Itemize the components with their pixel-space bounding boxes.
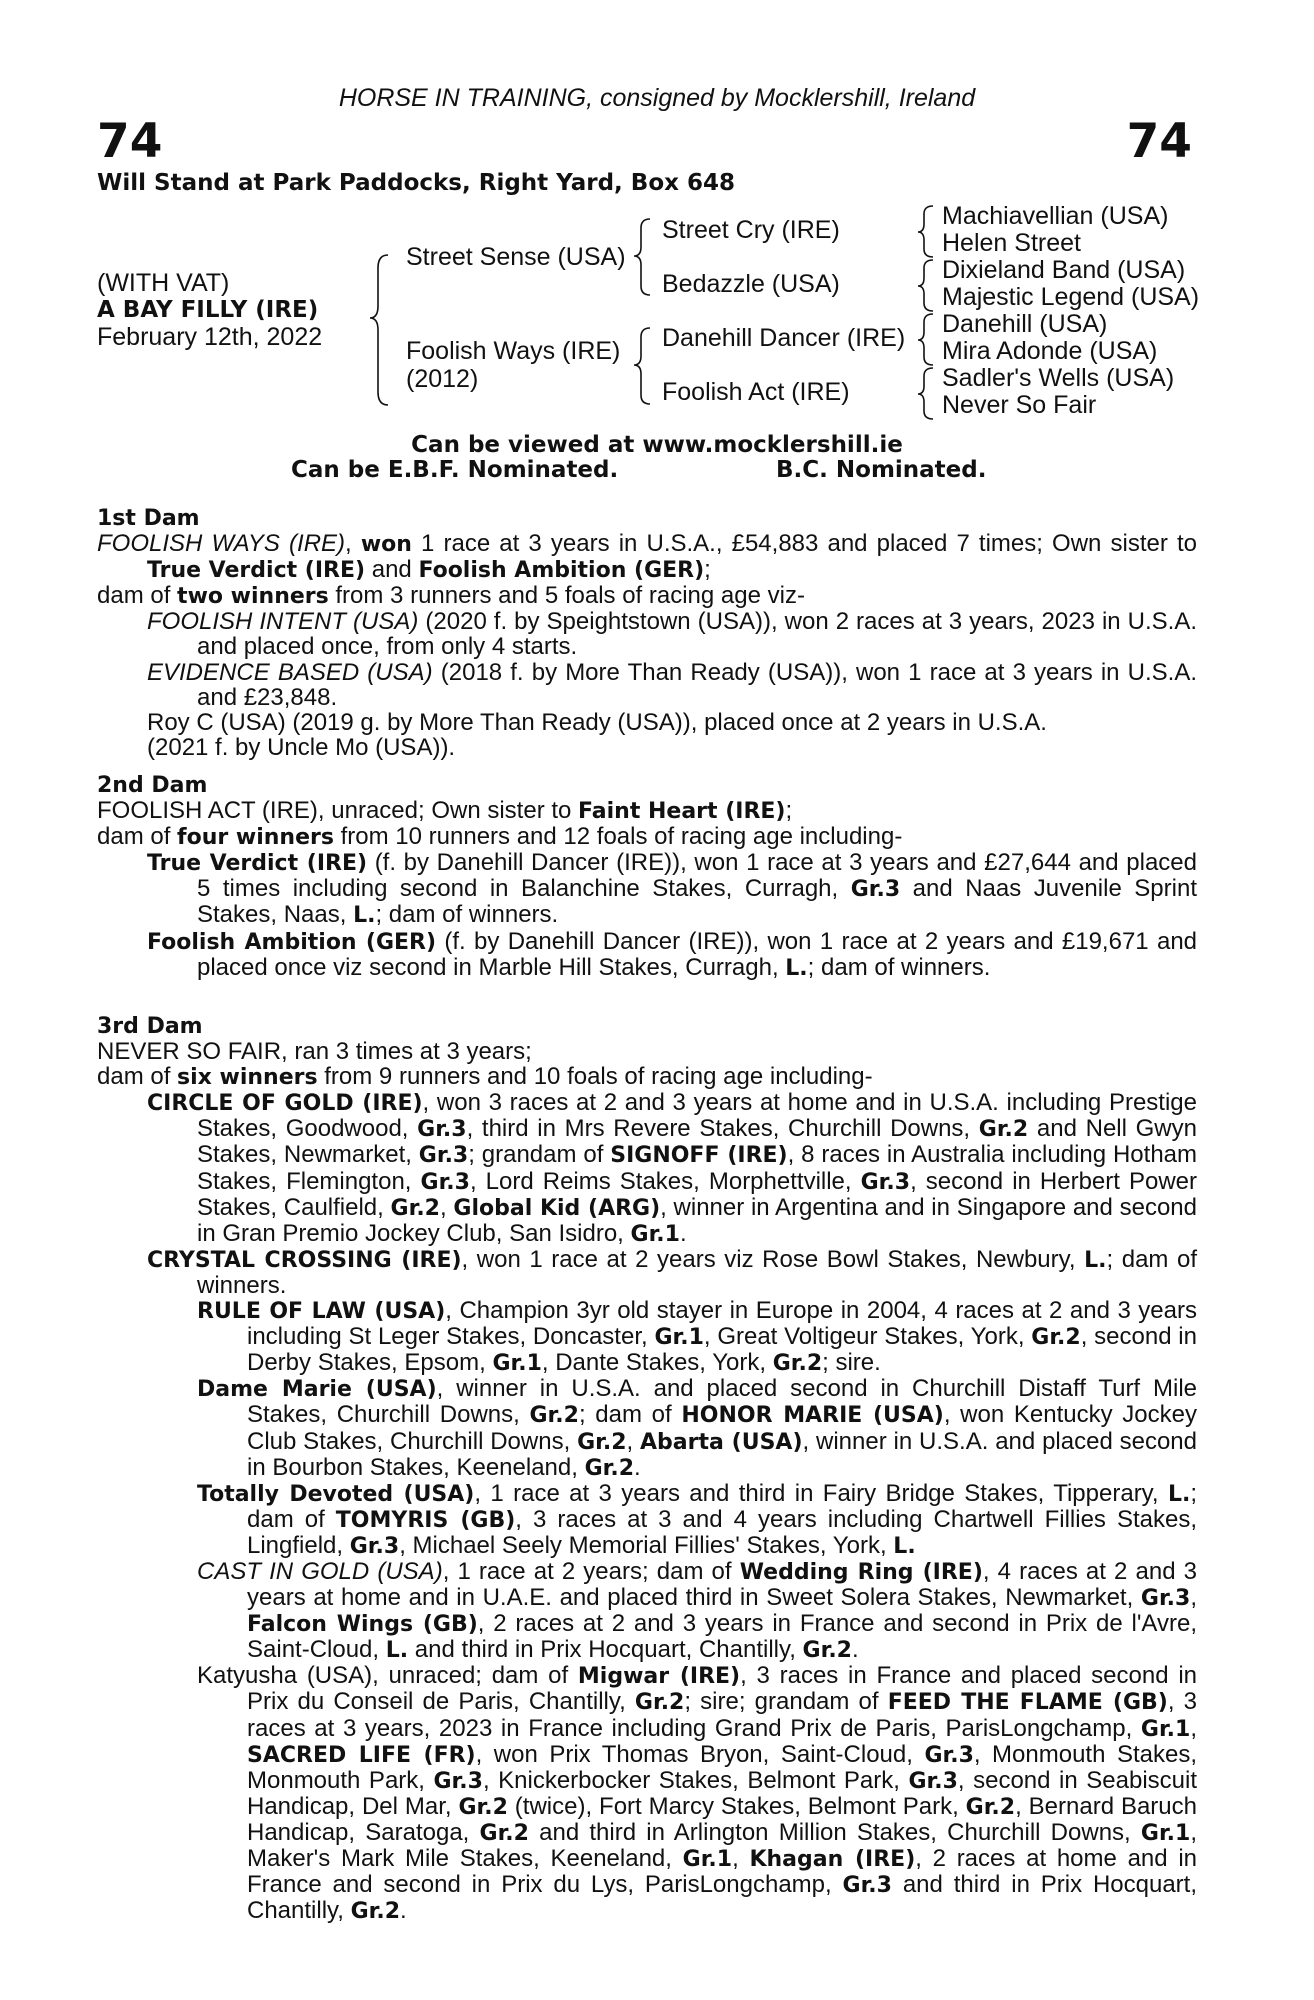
first-dam-section — [97, 506, 1197, 760]
section-heading: 3rd Dam — [97, 1014, 203, 1039]
viewing-note: Can be viewed at www.mocklershill.ie — [411, 432, 903, 458]
gen4-ancestor: Never So Fair — [942, 391, 1097, 419]
gen4-ancestor: Dixieland Band (USA) — [942, 256, 1186, 284]
sibling-name: True Verdict (IRE) — [147, 558, 366, 584]
grandproduce-entry: CAST IN GOLD (USA), 1 race at 2 years; dam of Wedding Ring (IRE), 4 races at 2 and 3 years at home and in U.A.E. and placed third in Sweet Solera Stakes, Newmarket, Gr.3, Falcon Wings (GB), 2 races at 2 and 3 years in France and second in Prix de l'Avre, Saint-Cloud, L. and third in Prix Hocquart, Chantilly, Gr.2. — [197, 1557, 1198, 1664]
produce-summary: dam of four winners from 10 runners and 12 foals of racing age including- — [97, 823, 903, 851]
bc-note: B.C. Nominated. — [776, 457, 987, 483]
produce-entry: True Verdict (IRE) (f. by Danehill Dancer (IRE)), won 1 race at 3 years and £27,644 and placed 5 times including second in Balanchine Stakes, Curragh, Gr.3 and Naas Juvenile Sprint Stakes, Naas, L.; dam of winners. — [147, 849, 1198, 929]
section-heading: 1st Dam — [97, 506, 200, 531]
sire-dam: Bedazzle (USA) — [662, 270, 840, 298]
sire-sire: Street Cry (IRE) — [662, 216, 840, 244]
dam-sire: Danehill Dancer (IRE) — [662, 324, 906, 352]
dam-foaled-year: (2012) — [406, 365, 479, 393]
catalogue-header: HORSE IN TRAINING, consigned by Mocklershill, Ireland — [338, 84, 976, 112]
horse-name: A BAY FILLY (IRE) — [97, 297, 319, 323]
gen4-ancestor: Helen Street — [942, 229, 1081, 257]
third-dam-section — [97, 1014, 1197, 1924]
gen4-ancestor: Danehill (USA) — [942, 310, 1108, 338]
gen4-ancestor: Mira Adonde (USA) — [942, 337, 1158, 365]
grandproduce-entry: Dame Marie (USA), winner in U.S.A. and placed second in Churchill Distaff Turf Mile Stakes, Churchill Downs, Gr.2; dam of HONOR MARIE (USA), won Kentucky Jockey Club Stakes, Churchill Downs, Gr.2, Abarta (USA), winner in U.S.A. and placed second in Bourbon Stakes, Keeneland, Gr.2. — [197, 1375, 1198, 1481]
dam-record: FOOLISH WAYS (IRE), won 1 race at 3 years in U.S.A., £54,883 and placed 7 times; Own sister to True Verdict (IRE) and Foolish Ambition (GER); — [97, 530, 1197, 584]
lot-number-left: 74 — [97, 114, 163, 169]
ebf-note: Can be E.B.F. Nominated. — [291, 457, 619, 483]
grandproduce-entry: Katyusha (USA), unraced; dam of Migwar (IRE), 3 races in France and placed second in Prix du Conseil de Paris, Chantilly, Gr.2; sire; grandam of FEED THE FLAME (GB), 3 races at 3 years, 2023 in France including Grand Prix de Paris, ParisLongchamp, Gr.1, SACRED LIFE (FR), won Prix Thomas Bryon, Saint-Cloud, Gr.3, Monmouth Stakes, Monmouth Park, Gr.3, Knickerbocker Stakes, Belmont Park, Gr.3, second in Seabiscuit Handicap, Del Mar, Gr.2 (twice), Fort Marcy Stakes, Belmont Park, Gr.2, Bernard Baruch Handicap, Saratoga, Gr.2 and third in Arlington Million Stakes, Churchill Downs, Gr.1, Maker's Mark Mile Stakes, Keeneland, Gr.1, Khagan (IRE), 2 races at home and in France and second in Prix du Lys, ParisLongchamp, Gr.3 and third in Prix Hocquart, Chantilly, Gr.2. — [197, 1662, 1198, 1925]
produce-summary: dam of six winners from 9 runners and 10 foals of racing age including- — [97, 1063, 873, 1091]
section-heading: 2nd Dam — [97, 773, 208, 798]
sire: Street Sense (USA) — [406, 243, 626, 271]
produce-entry: FOOLISH INTENT (USA) (2020 f. by Speightstown (USA)), won 2 races at 3 years, 2023 in U.S.A. and placed once, from only 4 starts. — [147, 608, 1197, 661]
foaling-date: February 12th, 2022 — [97, 323, 323, 351]
lot-number-right: 74 — [1126, 114, 1192, 169]
won-label: won — [360, 532, 412, 558]
produce-entry: (2021 f. by Uncle Mo (USA)). — [147, 733, 456, 761]
produce-entry: EVIDENCE BASED (USA) (2018 f. by More Than Ready (USA)), won 1 race at 3 years in U.S.A. and £23,848. — [147, 658, 1197, 711]
produce-entry: Roy C (USA) (2019 g. by More Than Ready (USA)), placed once at 2 years in U.S.A. — [147, 708, 1047, 736]
vat-note: (WITH VAT) — [97, 269, 230, 297]
gen4-ancestor: Machiavellian (USA) — [942, 202, 1169, 230]
dam-name: FOOLISH WAYS (IRE) — [97, 530, 346, 558]
grandproduce-entry: RULE OF LAW (USA), Champion 3yr old stayer in Europe in 2004, 4 races at 2 and 3 years including St Leger Stakes, Doncaster, Gr.1, Great Voltigeur Stakes, York, Gr.2, second in Derby Stakes, Epsom, Gr.1, Dante Stakes, York, Gr.2; sire. — [197, 1297, 1197, 1377]
produce-entry: CRYSTAL CROSSING (IRE), won 1 race at 2 years viz Rose Bowl Stakes, Newbury, L.; dam of winners. — [147, 1245, 1197, 1299]
sibling-name: Foolish Ambition (GER) — [418, 558, 705, 584]
gen4-ancestor: Majestic Legend (USA) — [942, 283, 1200, 311]
dam-record: FOOLISH ACT (IRE), unraced; Own sister to Faint Heart (IRE); — [97, 797, 793, 825]
dam-dam: Foolish Act (IRE) — [662, 378, 850, 406]
stand-location: Will Stand at Park Paddocks, Right Yard, Box 648 — [97, 170, 735, 196]
produce-summary: dam of two winners from 3 runners and 5 foals of racing age viz- — [97, 582, 805, 610]
dam-record: NEVER SO FAIR, ran 3 times at 3 years; — [97, 1038, 532, 1066]
grandproduce-entry: Totally Devoted (USA), 1 race at 3 years and third in Fairy Bridge Stakes, Tipperary, L.; dam of TOMYRIS (GB), 3 races at 3 and 4 years including Chartwell Fillies Stakes, Lingfield, Gr.3, Michael Seely Memorial Fillies' Stakes, York, L. — [197, 1479, 1198, 1559]
produce-entry: CIRCLE OF GOLD (IRE), won 3 races at 2 and 3 years at home and in U.S.A. including Prestige Stakes, Goodwood, Gr.3, third in Mrs Revere Stakes, Churchill Downs, Gr.2 and Nell Gwyn Stakes, Newmarket, Gr.3; grandam of SIGNOFF (IRE), 8 races in Australia including Hotham Stakes, Flemington, Gr.3, Lord Reims Stakes, Morphettville, Gr.3, second in Herbert Power Stakes, Caulfield, Gr.2, Global Kid (ARG), winner in Argentina and in Singapore and second in Gran Premio Jockey Club, San Isidro, Gr.1. — [147, 1089, 1198, 1247]
second-dam-section — [97, 773, 1197, 981]
produce-entry: Foolish Ambition (GER) (f. by Danehill Dancer (IRE)), won 1 race at 2 years and £19,671 and placed once viz second in Marble Hill Stakes, Curragh, L.; dam of winners. — [147, 927, 1198, 981]
gen4-ancestor: Sadler's Wells (USA) — [942, 364, 1175, 392]
dam: Foolish Ways (IRE) — [406, 337, 621, 365]
